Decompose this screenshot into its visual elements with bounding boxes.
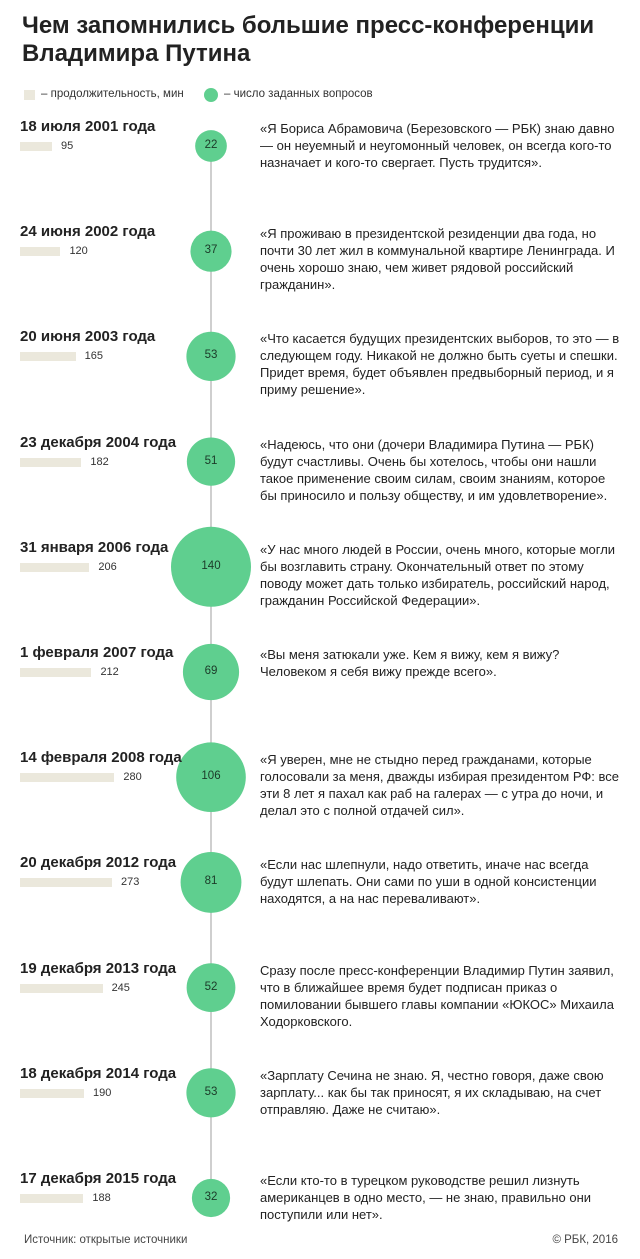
duration-value: 206 (98, 560, 117, 573)
questions-value: 53 (204, 349, 218, 362)
event-date: 1 февраля 2007 года (20, 644, 174, 661)
footer-copyright: © РБК, 2016 (552, 1234, 618, 1246)
legend-duration-label: – продолжительность, мин (41, 88, 184, 100)
event-quote: Сразу после пресс-конференции Владимир Путин заявил, что в ближайшее время будет подписан приказ о помиловании бывшего главы компании «ЮКОС» Михаила Ходорковского. (260, 962, 614, 1029)
duration-bar (20, 247, 60, 256)
event-quote: «Что касается будущих президентских выборов, то это — в следующем году. Никакой не должно быть суеты и спешки. Придет время, будет объявлен предвыборный период, и я приму решение». (260, 331, 620, 398)
event-date: 17 декабря 2015 года (20, 1170, 177, 1187)
duration-bar (20, 458, 81, 467)
duration-value: 95 (61, 140, 74, 152)
event-quote: «Я Бориса Абрамовича (Березовского — РБК) знаю давно — он неуемный и неугомонный человек, он всегда кого-то назначает и кого-то свергает. Пусть трудится». (260, 121, 615, 170)
event-quote: «Я уверен, мне не стыдно перед гражданами, которые голосовали за меня, дважды избирая президентом РФ: все эти 8 лет я пахал как раб на галерах — с утра до ночи, и делал это с полной отдачей сил». (260, 752, 619, 819)
event-date: 20 июня 2003 года (20, 328, 156, 346)
event-quote: «Надеюсь, что они (дочери Владимира Путина — РБК) будут счастливы. Очень бы хотелось, чтобы они нашли такое применение своим силам, своим знаниям, которое бы приносило и пользу обществу, и им удовлетворение». (260, 436, 608, 503)
duration-bar (20, 352, 76, 361)
questions-value: 140 (201, 559, 221, 572)
event-quote: «Если кто-то в турецком руководстве решил лизнуть американцев в одно место, — не знаю, правильно они поступили или нет». (260, 1173, 592, 1222)
questions-value: 69 (204, 665, 218, 677)
legend-questions-label: – число заданных вопросов (224, 88, 373, 100)
duration-value: 212 (100, 666, 119, 678)
event-date: 20 декабря 2012 года (20, 854, 177, 872)
duration-bar (20, 984, 103, 993)
duration-bar (20, 668, 91, 677)
event-quote: «Вы меня затюкали уже. Кем я вижу, кем я вижу? Человеком я себя вижу прежде всего». (260, 647, 560, 679)
event-quote: «Я проживаю в президентской резиденции два года, но почти 30 лет жил в коммунальной квартире Ленинграда. И очень хорошо знаю, чем живет рядовой российский гражданин». (260, 226, 615, 293)
questions-value: 106 (201, 770, 221, 783)
event-quote: «Зарплату Сечина не знаю. Я, честно говоря, даже свою зарплату... как бы так приносят, я их складываю, на счет отправляю. Даже не считаю». (260, 1067, 604, 1117)
duration-bar (20, 563, 89, 572)
event-date: 18 июля 2001 года (20, 118, 156, 135)
questions-value: 37 (204, 244, 218, 257)
duration-bar (20, 142, 52, 151)
questions-value: 52 (204, 980, 218, 993)
duration-bar (20, 1089, 84, 1098)
questions-value: 53 (204, 1085, 218, 1098)
event-date: 24 июня 2002 года (20, 223, 156, 241)
event-date: 31 января 2006 года (20, 538, 169, 556)
duration-bar (20, 773, 114, 782)
duration-bar (20, 878, 112, 887)
event-quote: «У нас много людей в России, очень много, которые могли бы возглавить страну. Окончательный ответ по этому поводу может дать только избиратель, российский народ, гражданин Российской Федерации». (260, 541, 616, 608)
event-date: 14 февраля 2008 года (20, 749, 182, 767)
duration-value: 120 (69, 245, 88, 258)
duration-value: 273 (121, 876, 140, 889)
event-date: 23 декабря 2004 года (20, 433, 177, 451)
questions-value: 81 (204, 875, 218, 888)
event-date: 19 декабря 2013 года (20, 959, 177, 977)
duration-value: 190 (93, 1086, 112, 1099)
footer-source: Источник: открытые источники (24, 1234, 188, 1246)
duration-value: 188 (92, 1192, 111, 1204)
duration-value: 245 (111, 981, 130, 994)
questions-value: 51 (204, 454, 218, 467)
page-title: Чем запомнились большие пресс-конференции Владимира Путина (22, 12, 595, 67)
duration-value: 182 (90, 455, 109, 468)
duration-bar (20, 1194, 83, 1203)
event-quote: «Если нас шлепнули, надо ответить, иначе нас всегда будут шлепать. Они сами по уши в одной консистенции находятся, а на нас переваливают». (260, 857, 597, 907)
duration-value: 165 (84, 350, 103, 363)
event-date: 18 декабря 2014 года (20, 1064, 177, 1082)
duration-value: 280 (123, 771, 142, 784)
questions-value: 32 (204, 1191, 218, 1203)
questions-value: 22 (204, 139, 218, 151)
